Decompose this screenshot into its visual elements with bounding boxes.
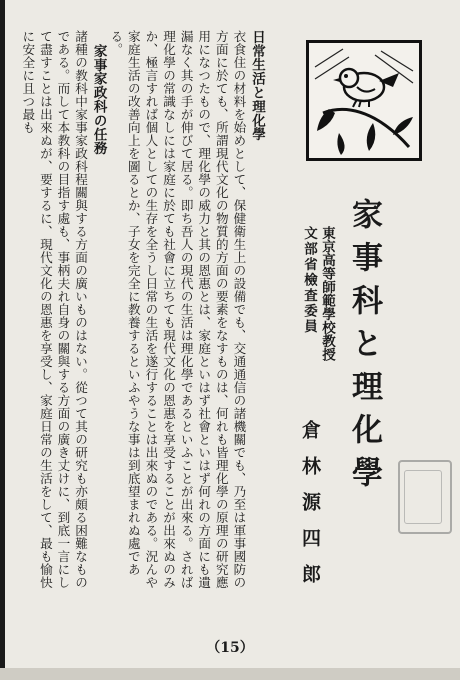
bird-on-branch-icon	[309, 43, 419, 158]
section-heading: 日常生活と理化學	[249, 30, 265, 142]
page-edge	[0, 0, 5, 680]
bird-illustration	[306, 40, 422, 161]
library-stamp-inner	[404, 470, 442, 524]
author-affiliation-1: 東京高等師範學校教授	[319, 226, 335, 361]
author-affiliation-2: 文部省檢査委員	[301, 226, 317, 335]
author-name: 倉林源四郎	[299, 420, 321, 600]
body-paragraph: 衣食住の材料を始めとして、保健衛生上の設備でも、交通通信の諸機關でも、乃至は軍事國防の方面に於ても、所謂現代文化の物質的方面の要素をなすものは、何れも皆理化學の原理の研究應用になつたもので、理化學の威力と其の恩惠とは、家庭といはず社會といはず何れの方面にも遺漏なく其の手が伸びて居る。即ち吾人の現代の生活は理化學であるといふことが出來る。されば理化學の常識なしには家庭に於ても社會に立ちても現代文化の恩惠を享受することが出來ぬのみか、極言すれば個人としての生存を全うし日常の生活を遂行することは出來ぬのである。況んや家庭生活の改善向上を圖るとか、子女を完全に教養するといふやうな事は到底望まれぬ處である。	[108, 30, 247, 589]
page-bottom-margin	[0, 668, 460, 680]
page-number: （15）	[206, 640, 254, 656]
section-heading: 家事家政科の任務	[90, 44, 107, 156]
article-title: 家事科と理化學	[346, 198, 382, 499]
body-paragraph: 諸種の教科中家事家政科程關與する方面の廣いものはない。從つて其の研究も亦頗る困難なものである。而して本教科の目指す處も、事柄夫れ自身の關與する方面の廣き丈けに、到底一言にして盡すことは出來ぬが、要するに、現代文化の恩惠を享受し、家庭日常の生活をして、最も愉快に安全に且つ最も	[20, 30, 89, 589]
article-body	[19, 30, 265, 590]
